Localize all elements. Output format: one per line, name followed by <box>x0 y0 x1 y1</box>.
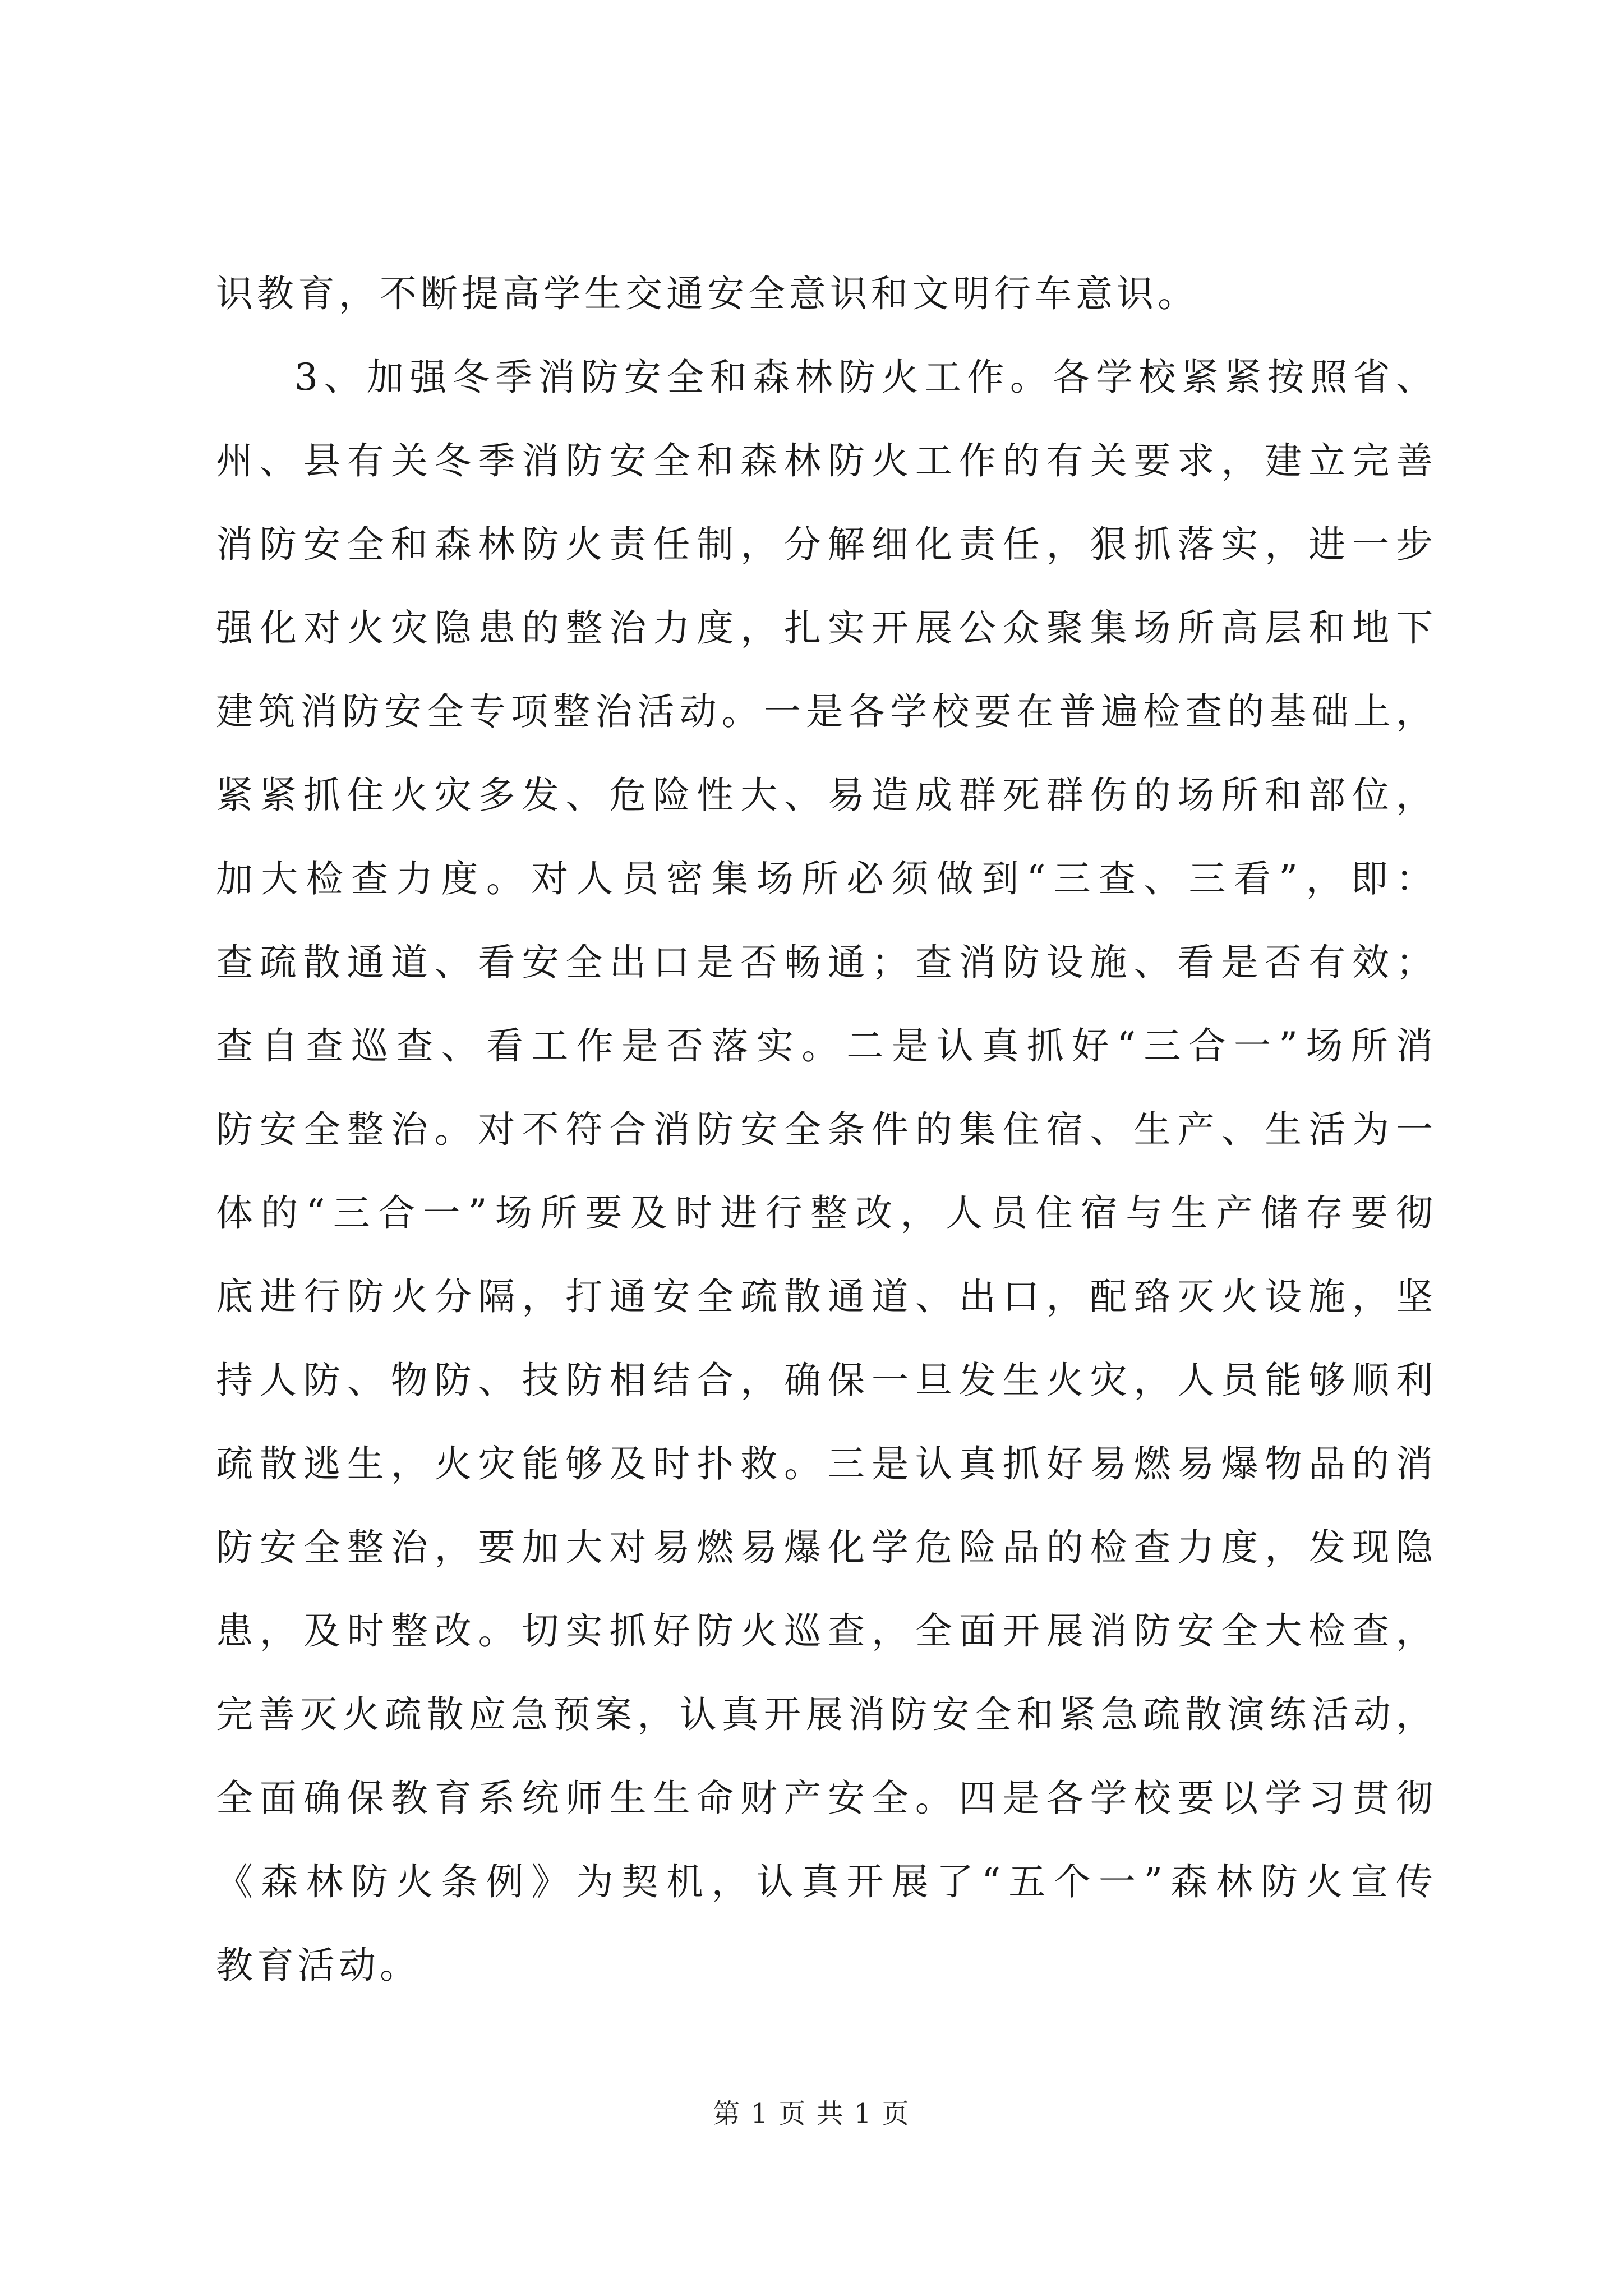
paragraph-line: 持人防、物防、技防相结合，确保一旦发生火灾，人员能够顺利 <box>216 1359 1433 1402</box>
paragraph-line: 《森林防火条例》为契机，认真开展了“五个一”森林防火宣传 <box>216 1860 1433 1903</box>
paragraph-line: 体的“三合一”场所要及时进行整改，人员住宿与生产储存要彻 <box>216 1191 1433 1235</box>
paragraph-line: 强化对火灾隐患的整治力度，扎实开展公众聚集场所高层和地下 <box>216 606 1433 650</box>
paragraph-line: 识教育，不断提高学生交通安全意识和文明行车意识。 <box>216 272 1198 315</box>
paragraph-line: 患，及时整改。切实抓好防火巡查，全面开展消防安全大检查， <box>216 1609 1433 1653</box>
page-number-footer: 第 1 页 共 1 页 <box>713 2098 910 2129</box>
paragraph-line: 底进行防火分隔，打通安全疏散通道、出口，配臵灭火设施，坚 <box>216 1275 1433 1318</box>
paragraph-line: 消防安全和森林防火责任制，分解细化责任，狠抓落实，进一步 <box>216 523 1433 566</box>
paragraph-line: 查自查巡查、看工作是否落实。二是认真抓好“三合一”场所消 <box>216 1024 1433 1068</box>
paragraph-line: 教育活动。 <box>216 1944 421 1987</box>
paragraph-line: 加大检查力度。对人员密集场所必须做到“三查、三看”，即： <box>216 857 1433 900</box>
paragraph-line: 防安全整治，要加大对易燃易爆化学危险品的检查力度，发现隐 <box>216 1526 1433 1569</box>
paragraph-line: 完善灭火疏散应急预案，认真开展消防安全和紧急疏散演练活动， <box>216 1693 1433 1736</box>
paragraph-line: 防安全整治。对不符合消防安全条件的集住宿、生产、生活为一 <box>216 1108 1433 1151</box>
paragraph-line: 建筑消防安全专项整治活动。一是各学校要在普遍检查的基础上， <box>216 690 1433 733</box>
paragraph-line: 疏散逃生，火灾能够及时扑救。三是认真抓好易燃易爆物品的消 <box>216 1442 1433 1485</box>
paragraph-line: 紧紧抓住火灾多发、危险性大、易造成群死群伤的场所和部位， <box>216 774 1433 817</box>
paragraph-line: 州、县有关冬季消防安全和森林防火工作的有关要求，建立完善 <box>216 439 1433 482</box>
paragraph-line: 3、加强冬季消防安全和森林防火工作。各学校紧紧按照省、 <box>294 356 1433 399</box>
paragraph-line: 查疏散通道、看安全出口是否畅通；查消防设施、看是否有效； <box>216 941 1433 984</box>
paragraph-line: 全面确保教育系统师生生命财产安全。四是各学校要以学习贯彻 <box>216 1777 1433 1820</box>
